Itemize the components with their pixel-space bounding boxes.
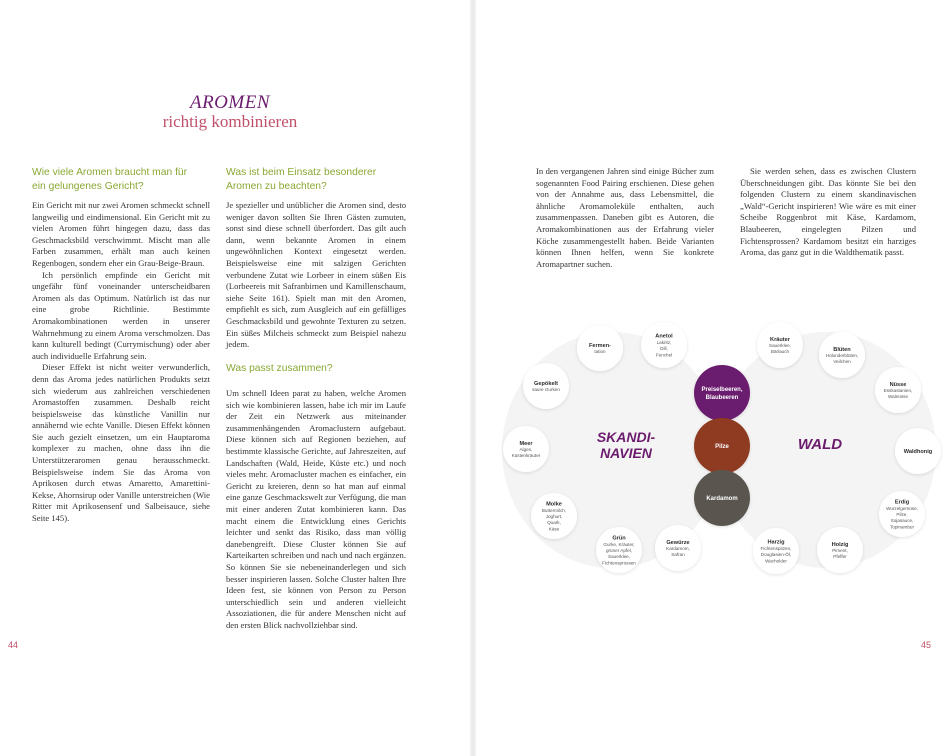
node-subtitle: Piment, xyxy=(832,548,848,553)
node-subtitle: Sauerklee, xyxy=(608,554,630,560)
node-circle xyxy=(753,528,799,574)
center-label: Blaubeeren xyxy=(705,395,739,401)
node-subtitle: Dill, xyxy=(660,346,668,352)
right-node-5 xyxy=(817,527,863,573)
node-title: Waldhonig xyxy=(903,449,933,455)
left-node-5 xyxy=(596,527,642,573)
label-wald: WALD xyxy=(797,436,843,453)
node-subtitle: Kardamom, xyxy=(666,546,690,551)
node-subtitle: Walnüsse xyxy=(888,394,908,400)
node-subtitle: Quark, xyxy=(547,520,561,526)
node-subtitle: Veilchen xyxy=(833,359,851,365)
node-title: Kräuter xyxy=(770,336,790,343)
left-node-3 xyxy=(503,426,549,472)
title-aromen: AROMEN xyxy=(189,92,271,113)
node-subtitle: tation xyxy=(594,349,606,355)
right-node-6 xyxy=(753,528,799,574)
node-title: Harzig xyxy=(767,539,785,546)
node-subtitle: Topinambur xyxy=(889,524,915,530)
node-title: Grün xyxy=(612,535,626,542)
node-title: Erdig xyxy=(894,499,910,506)
paragraph: In den vergangenen Jahren sind einige Bücher zum sogenannten Food Pairing erschienen. Diese gehen von der Annahme aus, dass Lebensmittel, die ähnliche Aromamoleküle enthalten, auch zusammenpassen. Daneben gibt es Autoren, die Aromakombinationen aus der Erfahrung vieler Köche zusammengestellt haben. Beide Varianten können Ihnen helfen, wenn Sie konkrete Aromapartner suchen. xyxy=(536,166,714,269)
node-title: Molke xyxy=(546,501,562,508)
node-subtitle: Lakritz, xyxy=(656,339,672,345)
node-subtitle: Fichtenspitzen, xyxy=(760,545,792,551)
node-title: Blüten xyxy=(833,346,851,353)
node-subtitle: Buttermilch, xyxy=(541,507,567,513)
node-subtitle: grüner Apfel, xyxy=(605,548,633,553)
heading-line: Aromen zu beachten? xyxy=(226,181,327,192)
paragraph: Je spezieller und unüblicher die Aromen sind, desto weniger davon sollten Sie Ihren Gästen zumuten, sonst sind diese schnell überfordert. Das gilt auch dann, wenn bekannte Aromen in einem ungewöhnlichen Kontext eingesetzt werden. Beispielsweise eine mit salzigen Gerichten verbundene Zutat wie Lorbeer in einem süßen Eis (Lorbeereis mit Safranbirnen und Kamillenschaum, siehe Seite 161). Spielt man mit den Aromen, empfiehlt es sich, zum Ausgleich auf ein gefälliges Geschmacksbild und gewohnte Texturen zu setzen. Ein süßes Milcheis schmeckt zum Beispiel nahezu jedem. xyxy=(226,200,406,350)
node-title: Fermen- xyxy=(588,342,612,349)
left-node-4 xyxy=(531,493,577,539)
node-subtitle: Sojasauce, xyxy=(890,518,914,524)
right-node-0 xyxy=(757,322,803,368)
node-title: Anetol xyxy=(655,333,673,340)
node-title: Gewürze xyxy=(666,539,690,546)
left-node-1 xyxy=(641,322,687,368)
title-richtig-kombinieren: richtig kombinieren xyxy=(162,112,298,131)
right-node-1 xyxy=(819,332,865,378)
heading-line: Was ist beim Einsatz besonderer xyxy=(226,167,377,178)
right-node-3 xyxy=(895,428,941,474)
heading-line: ein gelungenes Gericht? xyxy=(32,181,144,192)
node-subtitle: Pilze, xyxy=(896,512,908,517)
node-subtitle: Wacholder xyxy=(765,558,787,564)
label-skandinavien-2: NAVIEN xyxy=(600,445,652,461)
paragraph: Dieser Effekt ist nicht weiter verwunderlich, denn das Aroma jedes natürlichen Produkts setzt sich wiederum aus zahlreichen verschiedenen Aromastoffen zusammen. Deshalb reicht beispielsweise das künstliche Vanillin nur annähernd wie echte Vanille. Diesen Effekt können Sie auch gezielt einsetzen, um ein Hauptaroma komplexer zu machen, ohne dass ihn die Unterstützeraromen genau herausschmeckt. Beispielsweise indem Sie das Aroma von Aprikosen durch etwas Amaretto, Amarettini-Kekse, Ahornsirup oder Vanille unterstreichen (Wie Ritter mit Aprikosensenf und Salbeisauce, siehe Seite 145). xyxy=(32,362,211,524)
left-node-0 xyxy=(577,325,623,371)
left-node-2 xyxy=(523,363,569,409)
right-node-4 xyxy=(879,491,925,537)
node-subtitle: Algen, xyxy=(519,447,533,452)
node-subtitle: Joghurt, xyxy=(545,514,563,519)
node-circle xyxy=(641,322,687,368)
node-title: Meer xyxy=(519,440,533,447)
node-subtitle: Esskastanien, xyxy=(883,388,913,393)
node-title: Gepökelt xyxy=(534,380,558,387)
page-number-right: 45 xyxy=(921,640,932,650)
node-subtitle: Holunderblüten, xyxy=(825,353,859,358)
center-node-kardamom xyxy=(694,470,750,526)
center-label: Kardamom xyxy=(706,496,738,502)
node-title: Nüsse xyxy=(889,381,907,388)
node-subtitle: Fichtensprossen xyxy=(602,560,636,566)
node-subtitle: Bärlauch xyxy=(770,349,790,355)
paragraph: Ein Gericht mit nur zwei Aromen schmeckt schnell langweilig und eindimensional. Ein Gericht mit zu vielen Aromen führt hingegen dazu, dass das Geschmacksbild verschwimmt. Mischt man alle Farben zusammen, erhält man auch keinen Regenbogen, sondern eher ein Grau-Beige-Braun. xyxy=(32,200,210,268)
center-label: Preiselbeeren, xyxy=(701,387,743,393)
center-node-preiselbeeren xyxy=(694,365,750,421)
node-subtitle: Wurzelgemüse, xyxy=(886,505,918,511)
node-subtitle: Pfeffer xyxy=(833,554,847,560)
center-node-pilze xyxy=(694,418,750,474)
node-title: Holzig xyxy=(831,541,849,548)
label-skandinavien-1: SKANDI- xyxy=(596,429,656,445)
node-subtitle: Sauerklee, xyxy=(769,343,791,348)
paragraph: Um schnell Ideen parat zu haben, welche Aromen sich wie kombinieren lassen, habe ich mir im Laufe der Zeit ein Netzwerk aus miteinander zusammenhängenden Aromaclustern aufgebaut. Diese können sich auf Regionen beziehen, auf bestimmte klassische Gerichte, auf Jahreszeiten, auf Landschaften (Wald, Heide, Küste etc.) und noch vieles mehr. Aromacluster machen es einfacher, ein Gericht zu kreieren, denn so hat man auf einmal eine ganze Geschmackswelt zur Verfügung, die man mit einer anderen Zutat kombinieren kann. Das macht einem die Entwicklung eines Gerichts leichter und senkt das Risiko, dass man völlig danebengreift. Diese Cluster können Sie auf Karteikarten schreiben und nach und nach ergänzen. So können Sie sie nebeneinanderlegen und sich besser inspirieren lassen. Solche Cluster halten Ihre Ideen fest, sie können von Person zu Person unterschiedlich sein und anderen vielleicht Assoziationen, die für andere Menschen nicht auf den ersten Blick nachvollziehbar sind. xyxy=(226,388,407,630)
node-subtitle: Küstenkräuter xyxy=(511,453,541,459)
node-subtitle: saure Gurken xyxy=(532,387,560,393)
heading-was-passt-zusammen: Was passt zusammen? xyxy=(226,363,333,374)
heading-line: Wie viele Aromen braucht man für xyxy=(32,167,188,178)
left-node-6 xyxy=(655,525,701,571)
center-circle xyxy=(694,365,750,421)
center-label: Pilze xyxy=(715,444,729,450)
paragraph: Sie werden sehen, dass es zwischen Clustern Überschneidungen gibt. Das könnte Sie bei den folgenden Clustern zu einem skandinavischen „Wald“-Gericht inspirieren! Wie wäre es mit einer Scheibe Roggenbrot mit Käse, Kardamom, Blaubeeren, eingelegten Pilzen und Fichtensprossen? Kardamom besitzt ein harziges Aroma, das ganz gut in die Waldthematik passt. xyxy=(740,166,916,258)
right-node-2 xyxy=(875,367,921,413)
node-subtitle: Fenchel xyxy=(655,352,673,358)
paragraph: Ich persönlich empfinde ein Gericht mit ungefähr fünf voneinander unterscheidbaren Aromen als das Optimum. Natürlich ist das nur eine grobe Richtlinie. Bestimmte Aromakombinationen werden in unserer Wahrnehmung zu einem Aroma verschmolzen. Das kann kulturell bedingt (Currymischung) oder aber auch individuelle Erfahrung sein. xyxy=(32,269,210,361)
node-subtitle: Gurke, Kräuter, xyxy=(603,541,635,547)
node-subtitle: Safran xyxy=(671,552,685,558)
page-number-left: 44 xyxy=(8,640,19,650)
node-subtitle: Douglasien-Öl, xyxy=(760,552,792,558)
node-subtitle: Käse xyxy=(548,526,560,532)
